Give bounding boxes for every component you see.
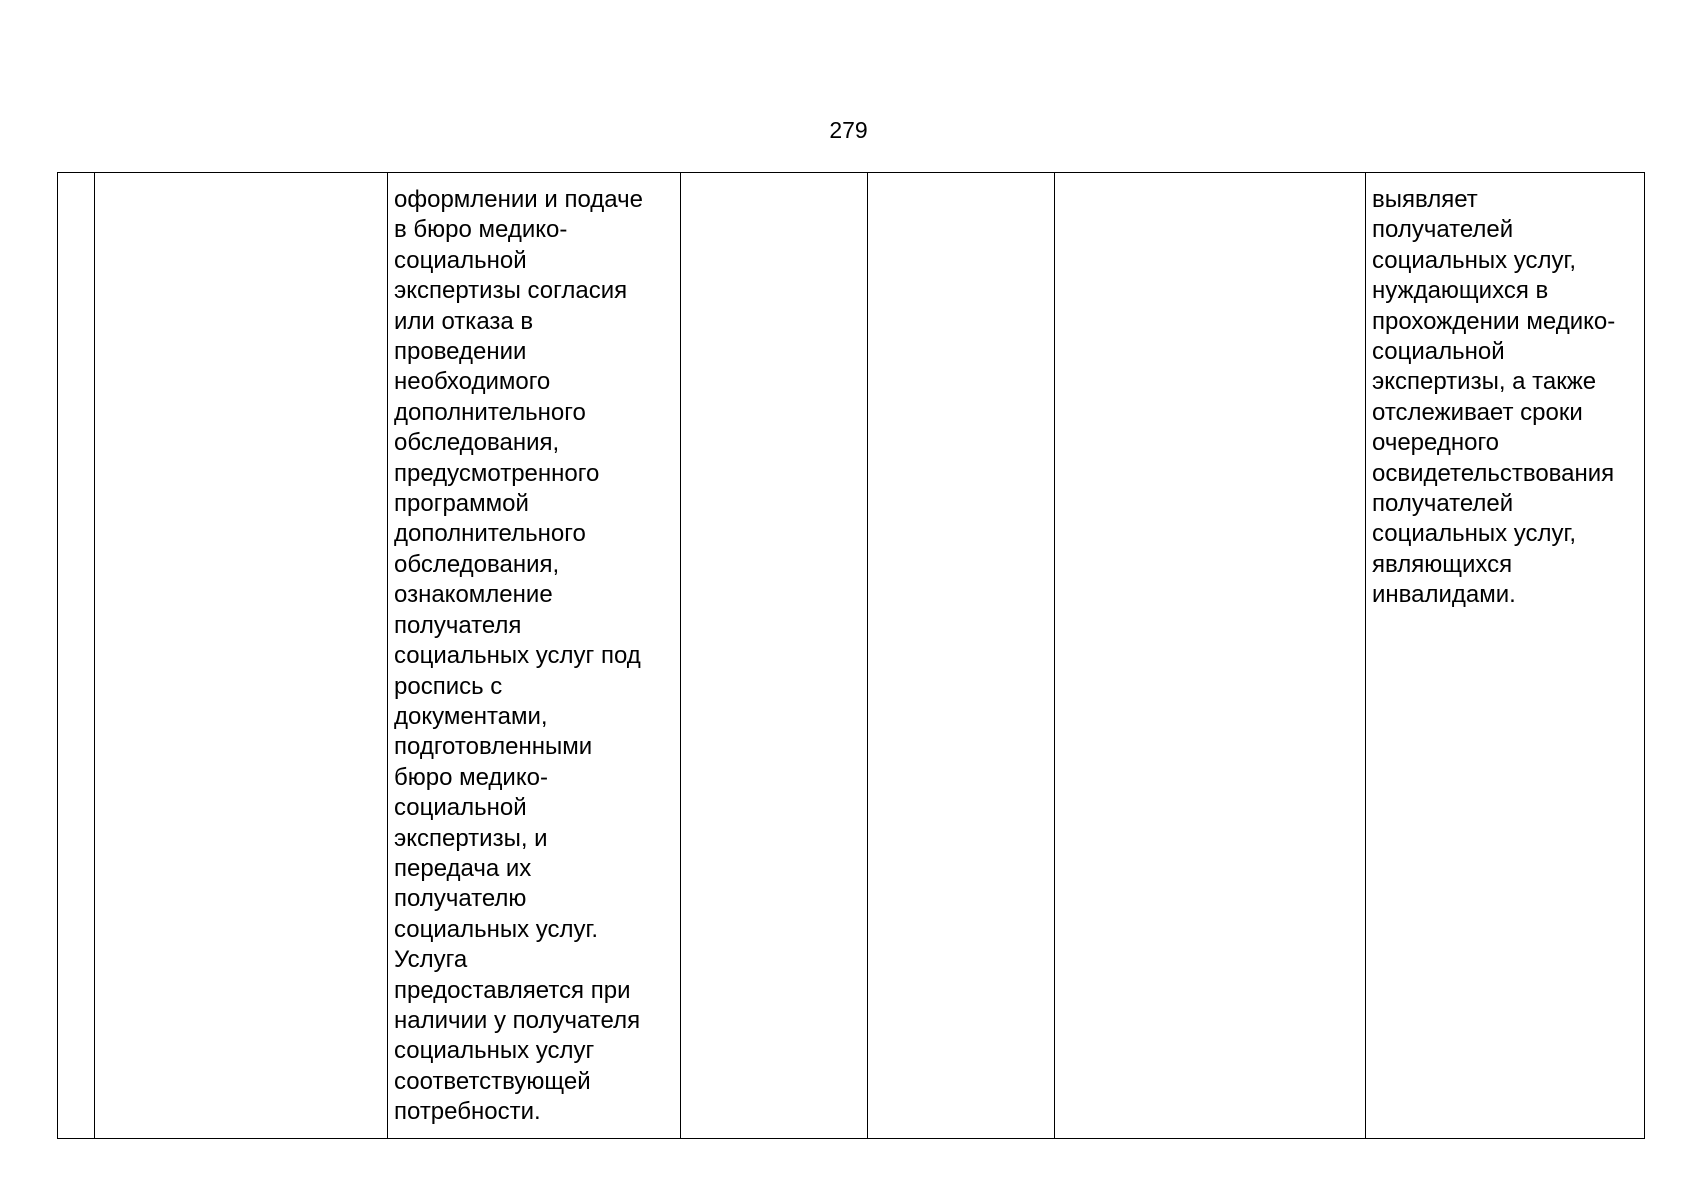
table-cell-col5 xyxy=(868,173,1055,1139)
table-cell-responsibility xyxy=(1366,173,1645,1139)
table-cell-service-description xyxy=(388,173,681,1139)
table-cell-col4 xyxy=(681,173,868,1139)
table-row xyxy=(58,173,1645,1139)
table-cell-number xyxy=(58,173,95,1139)
page-number: 279 xyxy=(829,117,868,143)
service-description-text: оформлении и подаче в бюро медико- социальной экспертизы согласия или отказа в проведении необходимого дополнительного обследования, предусмотренного программой дополнительного обследования, ознакомление получателя социальных услуг под роспись с документами, подготовленными бюро медико- социальной экспертизы, и передача их получателю социальных услуг. Услуга предоставляется при наличии у получателя социальных услуг соответствующей потребности. xyxy=(394,186,643,1126)
services-table xyxy=(57,172,1645,1139)
responsibility-text: выявляет получателей социальных услуг, нуждающихся в прохождении медико- социальной экспертизы, а также отслеживает сроки очередного освидетельствования получателей социальных услуг, являющихся инвалидами. xyxy=(1372,186,1616,609)
table-cell-service-name xyxy=(95,173,388,1139)
table-cell-col6 xyxy=(1055,173,1366,1139)
